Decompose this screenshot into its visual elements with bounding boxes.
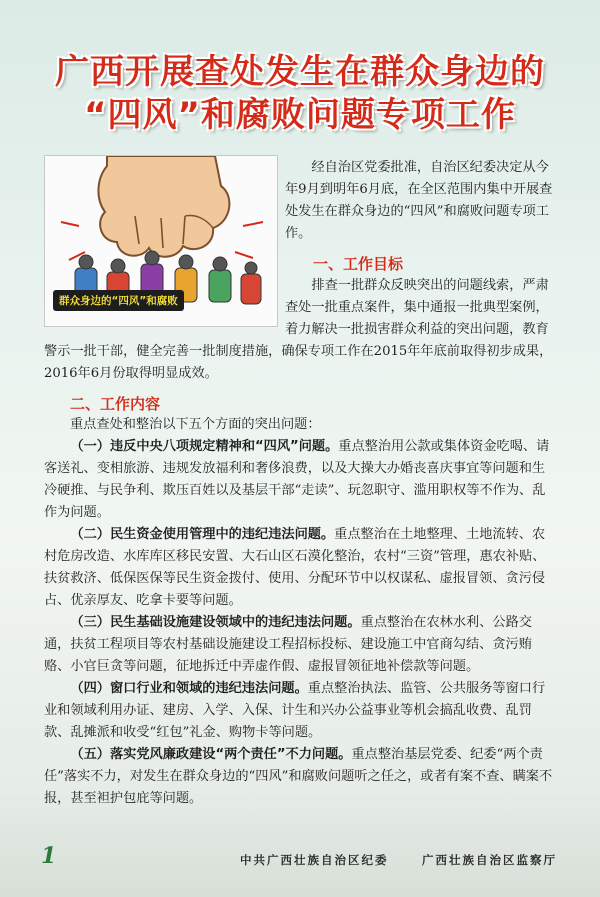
page-number: 1 — [41, 843, 57, 869]
content-items — [44, 436, 557, 810]
page-title-line-1: 广西开展查处发生在群众身边的 — [55, 52, 545, 92]
content-item-title: （四）窗口行业和领域的违纪违法问题。 — [70, 681, 308, 696]
content-lead: 重点查处和整治以下五个方面的突出问题： — [70, 417, 321, 432]
intro-paragraph: 经自治区党委批准，自治区纪委决定从今年9月到明年6月底，在全区范围内集中开展查处发生在群众身边的“四风”和腐败问题专项工作。 — [285, 160, 553, 241]
section-heading-content: 二、工作内容 — [70, 395, 161, 413]
content-item-body: 重点整治在农林水利、公路交通，扶贫工程项目等农村基础设施建设工程招标投标、建设施工中官商勾结、贪污贿赂、小官巨贪等问题，征地拆迁中弄虚作假、虚报冒领征地补偿款等问题。 — [44, 615, 532, 674]
page-title-line-2: “四风”和腐败问题专项工作 — [84, 95, 516, 135]
content-item-title: （二）民生资金使用管理中的违纪违法问题。 — [70, 527, 335, 542]
content-item-title: （五）落实党风廉政建设“两个责任”不力问题。 — [70, 747, 352, 762]
footer-org-supervision: 广西壮族自治区监察厅 — [422, 853, 557, 867]
content-item — [44, 524, 557, 612]
content-item — [44, 678, 557, 744]
content-item — [44, 744, 557, 810]
content-item-title: （三）民生基础设施建设领域中的违纪违法问题。 — [70, 615, 361, 630]
illustration-wrap-space — [44, 275, 285, 341]
section-heading-goals: 一、工作目标 — [313, 255, 404, 273]
goals-text: 排查一批群众反映突出的问题线索，严肃查处一批重点案件，集中通报一批典型案例，着力解决一批损害群众利益的突出问题，教育警示一批干部，健全完善一批制度措施，确保专项工作在2015年年底前取得初步成果，2016年6月份取得明显成效。 — [44, 278, 553, 381]
illustration-caption: 群众身边的“四风”和腐败 — [53, 290, 184, 311]
content-item-title: （一）违反中央八项规定精神和“四风”问题。 — [70, 439, 339, 454]
content-item-body: 重点整治执法、监管、公共服务等窗口行业和领域利用办证、建房、入学、入保、计生和兴办公益事业等机会搞乱收费、乱罚款、乱摊派和收受“红包”礼金、购物卡等问题。 — [44, 681, 546, 740]
goals-paragraph-body — [44, 275, 557, 385]
content-item — [44, 612, 557, 678]
footer-org-commission: 中共广西壮族自治区纪委 — [240, 853, 389, 867]
content-item-body: 重点整治基层党委、纪委“两个责任”落实不力，对发生在群众身边的“四风”和腐败问题听之任之，或者有案不查、瞒案不报，甚至袒护包庇等问题。 — [44, 747, 553, 806]
content-item-body: 重点整治在土地整理、土地流转、农村危房改造、水库库区移民安置、大石山区石漠化整治，农村“三资”管理，惠农补贴、扶贫救济、低保医保等民生资金拨付、使用、分配环节中以权谋私、虚报冒领、贪污侵占、优亲厚友、吃拿卡要等问题。 — [44, 527, 546, 608]
content-item-body: 重点整治用公款或集体资金吃喝、请客送礼、变相旅游、违规发放福利和奢侈浪费，以及大操大办婚丧喜庆事宜等问题和生冷硬推、与民争利、欺压百姓以及基层干部“走读”、玩忽职守、滥用职权等不作为、乱作为问题。 — [44, 439, 550, 520]
content-item — [44, 436, 557, 524]
